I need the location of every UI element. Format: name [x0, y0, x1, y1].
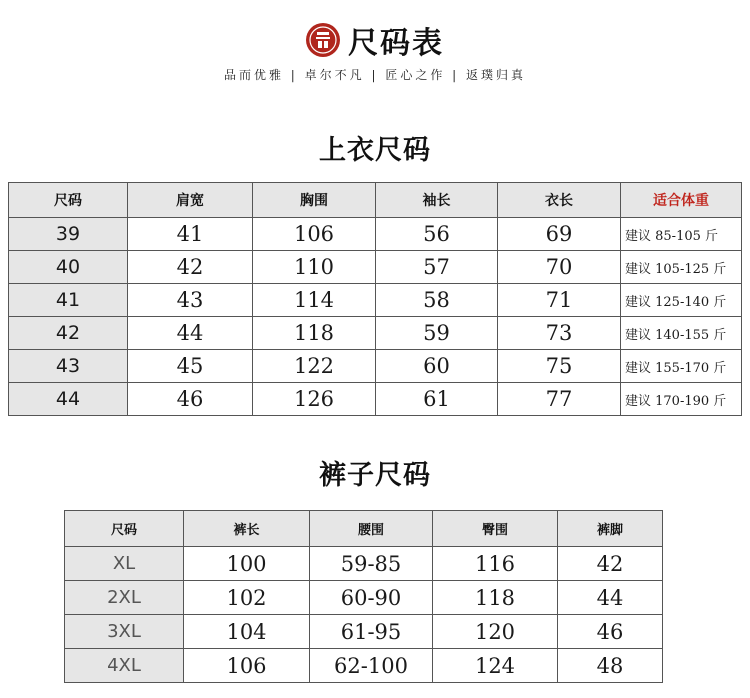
hip-cell: 124: [433, 649, 558, 683]
waist-cell: 62-100: [310, 649, 433, 683]
hip-cell: 120: [433, 615, 558, 649]
waist-cell: 60-90: [310, 581, 433, 615]
column-header-pants-length: 裤长: [184, 511, 310, 547]
length-cell: 71: [498, 284, 621, 317]
length-cell: 70: [498, 251, 621, 284]
shoulder-cell: 44: [128, 317, 253, 350]
sleeve-cell: 57: [376, 251, 498, 284]
hip-cell: 116: [433, 547, 558, 581]
weight-cell: 建议 105-125 斤: [621, 251, 742, 284]
leg-opening-cell: 48: [558, 649, 663, 683]
weight-cell: 建议 140-155 斤: [621, 317, 742, 350]
pants-length-cell: 100: [184, 547, 310, 581]
column-header-weight: 适合体重: [621, 183, 742, 218]
table-row: [9, 350, 742, 383]
sleeve-cell: 60: [376, 350, 498, 383]
table-row: [9, 251, 742, 284]
column-header-size: 尺码: [65, 511, 184, 547]
size-cell: XL: [65, 547, 184, 581]
size-cell: 40: [9, 251, 128, 284]
shoulder-cell: 46: [128, 383, 253, 416]
shoulder-cell: 41: [128, 218, 253, 251]
size-cell: 42: [9, 317, 128, 350]
table-row: [9, 218, 742, 251]
weight-cell: 建议 125-140 斤: [621, 284, 742, 317]
header: [0, 18, 750, 62]
leg-opening-cell: 42: [558, 547, 663, 581]
column-header-chest: 胸围: [253, 183, 376, 218]
size-cell: 44: [9, 383, 128, 416]
table-row: [9, 284, 742, 317]
chest-cell: 126: [253, 383, 376, 416]
table-header-row: [9, 183, 742, 218]
size-cell: 41: [9, 284, 128, 317]
tops-size-table: [8, 182, 742, 416]
column-header-sleeve: 袖长: [376, 183, 498, 218]
size-cell: 43: [9, 350, 128, 383]
table-row: [65, 581, 663, 615]
leg-opening-cell: 46: [558, 615, 663, 649]
size-cell: 4XL: [65, 649, 184, 683]
sleeve-cell: 56: [376, 218, 498, 251]
column-header-waist: 腰围: [310, 511, 433, 547]
size-cell: 2XL: [65, 581, 184, 615]
column-header-hip: 臀围: [433, 511, 558, 547]
chest-cell: 122: [253, 350, 376, 383]
table-row: [65, 547, 663, 581]
leg-opening-cell: 44: [558, 581, 663, 615]
sleeve-cell: 61: [376, 383, 498, 416]
pants-size-table: [64, 510, 663, 683]
page-title: 尺码表: [348, 26, 444, 61]
length-cell: 73: [498, 317, 621, 350]
length-cell: 75: [498, 350, 621, 383]
column-header-shoulder: 肩宽: [128, 183, 253, 218]
table-row: [65, 649, 663, 683]
waist-cell: 59-85: [310, 547, 433, 581]
column-header-length: 衣长: [498, 183, 621, 218]
shoulder-cell: 45: [128, 350, 253, 383]
sleeve-cell: 58: [376, 284, 498, 317]
weight-cell: 建议 170-190 斤: [621, 383, 742, 416]
length-cell: 77: [498, 383, 621, 416]
size-cell: 3XL: [65, 615, 184, 649]
length-cell: 69: [498, 218, 621, 251]
sleeve-cell: 59: [376, 317, 498, 350]
pants-length-cell: 106: [184, 649, 310, 683]
chest-cell: 106: [253, 218, 376, 251]
size-cell: 39: [9, 218, 128, 251]
hip-cell: 118: [433, 581, 558, 615]
table-row: [65, 615, 663, 649]
brand-slogan: 品而优雅 | 卓尔不凡 | 匠心之作 | 返璞归真: [223, 68, 527, 82]
chest-cell: 110: [253, 251, 376, 284]
pants-length-cell: 102: [184, 581, 310, 615]
weight-cell: 建议 155-170 斤: [621, 350, 742, 383]
column-header-size: 尺码: [9, 183, 128, 218]
tops-section-title: 上衣尺码: [319, 135, 431, 166]
table-row: [9, 317, 742, 350]
column-header-leg-opening: 裤脚: [558, 511, 663, 547]
shoulder-cell: 43: [128, 284, 253, 317]
pants-section-title: 裤子尺码: [319, 460, 431, 491]
pants-length-cell: 104: [184, 615, 310, 649]
chest-cell: 118: [253, 317, 376, 350]
chinese-seal-icon: [306, 23, 340, 57]
waist-cell: 61-95: [310, 615, 433, 649]
shoulder-cell: 42: [128, 251, 253, 284]
table-row: [9, 383, 742, 416]
table-header-row: [65, 511, 663, 547]
weight-cell: 建议 85-105 斤: [621, 218, 742, 251]
chest-cell: 114: [253, 284, 376, 317]
